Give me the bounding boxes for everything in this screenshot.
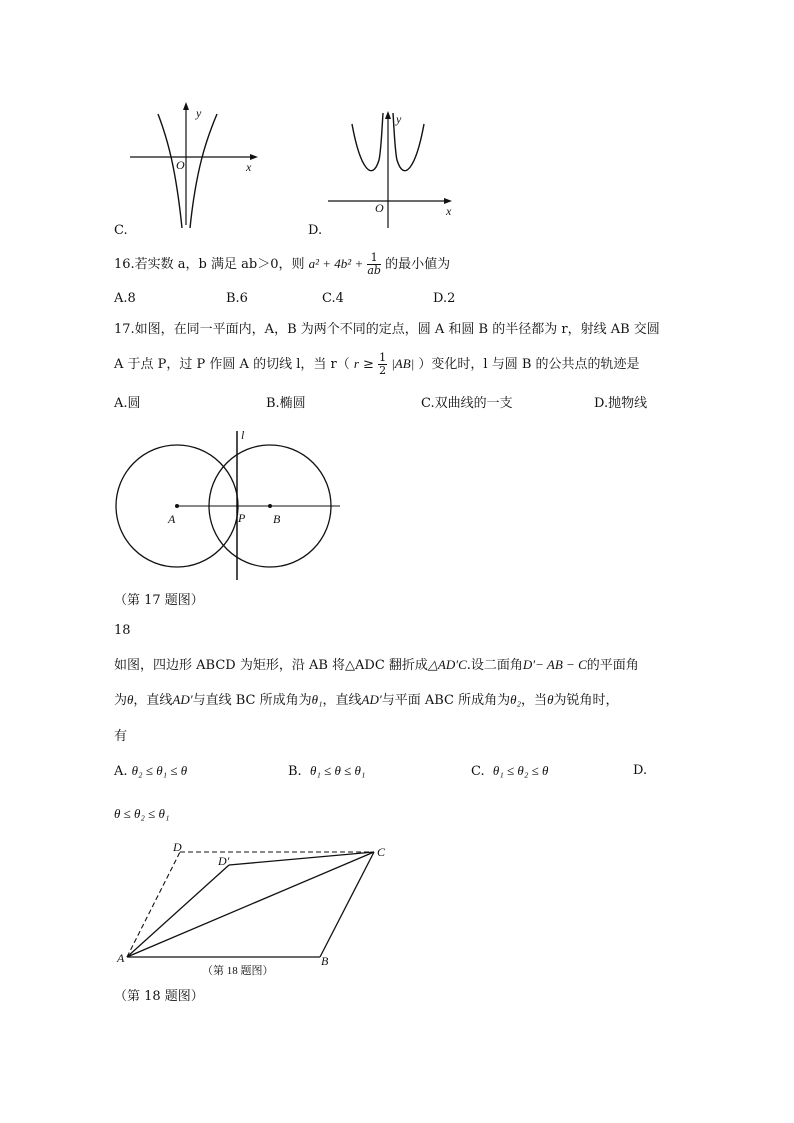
q18-text: 与平面 ABC 所成角为	[381, 693, 511, 708]
q17-frac-den: 2	[379, 364, 387, 377]
option-expr: θ₂ ≤ θ₁ ≤ θ	[131, 763, 188, 778]
q17-line2-prefix: A 于点 P，过 P 作圆 A 的切线 l，当 r（	[114, 357, 350, 372]
option-expr: θ₁ ≤ θ ≤ θ₁	[309, 763, 366, 778]
q17-caption: （第 17 题图）	[114, 593, 204, 608]
q16-stem	[114, 252, 450, 277]
option-label: A.	[114, 764, 128, 779]
svg-text:（第 18 题图）: （第 18 题图）	[202, 965, 274, 977]
q16-stem-suffix: 的最小値为	[385, 257, 451, 272]
svg-text:y: y	[396, 112, 402, 126]
q18-theta2: θ₂	[510, 692, 522, 707]
q18-text: 为	[114, 693, 128, 708]
svg-text:A: A	[117, 951, 125, 965]
q17-fraction	[378, 352, 387, 377]
q16-option-d: D.2	[433, 291, 456, 306]
edge-ac	[127, 852, 374, 957]
q18-line1	[114, 657, 639, 674]
q18-theta: θ	[547, 692, 554, 707]
q16-option-a: A.8	[114, 291, 136, 306]
q18-text: ，直线	[322, 693, 362, 708]
q18-caption: （第 18 题图）	[114, 989, 204, 1004]
q17-option-a: A.圆	[114, 396, 141, 411]
q18-option-c	[471, 763, 548, 780]
q18-line3: 有	[114, 729, 128, 744]
q16-option-c: C.4	[322, 291, 344, 306]
q17-frac-num: 1	[379, 351, 387, 364]
q17-line2	[114, 352, 640, 377]
svg-text:l: l	[241, 428, 245, 442]
q18-text: ，直线	[133, 693, 173, 708]
q18-line1-suffix: 的平面角	[586, 658, 639, 673]
svg-text:y: y	[196, 106, 202, 120]
svg-text:x: x	[446, 204, 452, 218]
q18-option-d-label: D.	[633, 763, 648, 778]
svg-text:B: B	[273, 512, 281, 526]
edge-bc	[320, 852, 374, 957]
q17-cond-ge: ≥	[363, 357, 374, 372]
svg-text:O: O	[375, 201, 384, 215]
q18-dihedral: D′− AB − C	[522, 657, 587, 672]
q18-option-d: θ ≤ θ₂ ≤ θ₁	[114, 806, 170, 821]
q16-option-b: B.6	[226, 291, 248, 306]
q17-option-c: C.双曲线的一支	[421, 396, 513, 411]
q18-text: 与直线 BC 所成角为	[192, 693, 312, 708]
svg-text:D: D	[173, 840, 182, 854]
option-d-graph	[320, 108, 460, 228]
q18-theta: θ	[127, 692, 134, 707]
q18-line2	[114, 692, 618, 709]
point-a	[175, 504, 179, 508]
option-expr: θ₁ ≤ θ₂ ≤ θ	[492, 763, 549, 778]
option-label: B.	[288, 764, 302, 779]
q16-frac-den: ab	[367, 264, 381, 277]
q16-frac-num: 1	[367, 252, 381, 265]
svg-text:C: C	[377, 845, 386, 859]
q17-line2-suffix: ）变化时，l 与圆 B 的公共点的轨迹是	[418, 357, 640, 372]
option-c-label: C.	[114, 223, 128, 238]
q18-option-b	[288, 763, 365, 780]
q18-number: 18	[114, 623, 131, 638]
point-b	[268, 504, 272, 508]
edge-ad-prime	[127, 865, 229, 957]
svg-text:x: x	[246, 160, 252, 174]
svg-text:O: O	[176, 158, 185, 172]
q18-text: 为锐角时，	[553, 693, 619, 708]
svg-text:P: P	[238, 511, 246, 525]
option-label: C.	[471, 764, 485, 779]
q18-triangle: △AD′C	[427, 657, 467, 672]
q16-fraction	[367, 252, 381, 277]
q18-ad: AD′	[361, 692, 382, 707]
svg-text:D′: D′	[218, 854, 230, 868]
q18-line1-prefix: 如图，四边形 ABCD 为矩形，沿 AB 将△ADC 翻折成	[114, 658, 428, 673]
q18-theta1: θ₁	[311, 692, 323, 707]
q17-option-d: D.抛物线	[594, 396, 648, 411]
edge-dprime-c	[229, 852, 374, 865]
edge-ad-dashed	[127, 852, 180, 957]
option-c-graph	[120, 100, 270, 230]
q18-option-a	[114, 763, 187, 780]
q18-figure	[112, 840, 402, 977]
q17-abs-ab: |AB|	[391, 356, 415, 371]
q18-ad: AD′	[172, 692, 193, 707]
q18-text: ，当	[521, 693, 548, 708]
q17-line1: 17.如图，在同一平面内，A，B 为两个不同的定点，圆 A 和圆 B 的半径都为 r，射线 AB 交圆	[114, 322, 660, 337]
q18-line1-mid: .设二面角	[466, 658, 523, 673]
option-d-label: D.	[308, 223, 323, 238]
svg-text:B: B	[321, 954, 329, 968]
q17-figure	[110, 426, 350, 586]
q16-expr: a² + 4b² +	[308, 256, 364, 271]
q17-option-b: B.椭圆	[266, 396, 306, 411]
q16-stem-prefix: 16.若实数 a，b 满足 ab＞0，则	[114, 257, 305, 272]
q17-cond-r: r	[353, 356, 359, 371]
svg-text:A: A	[168, 512, 176, 526]
